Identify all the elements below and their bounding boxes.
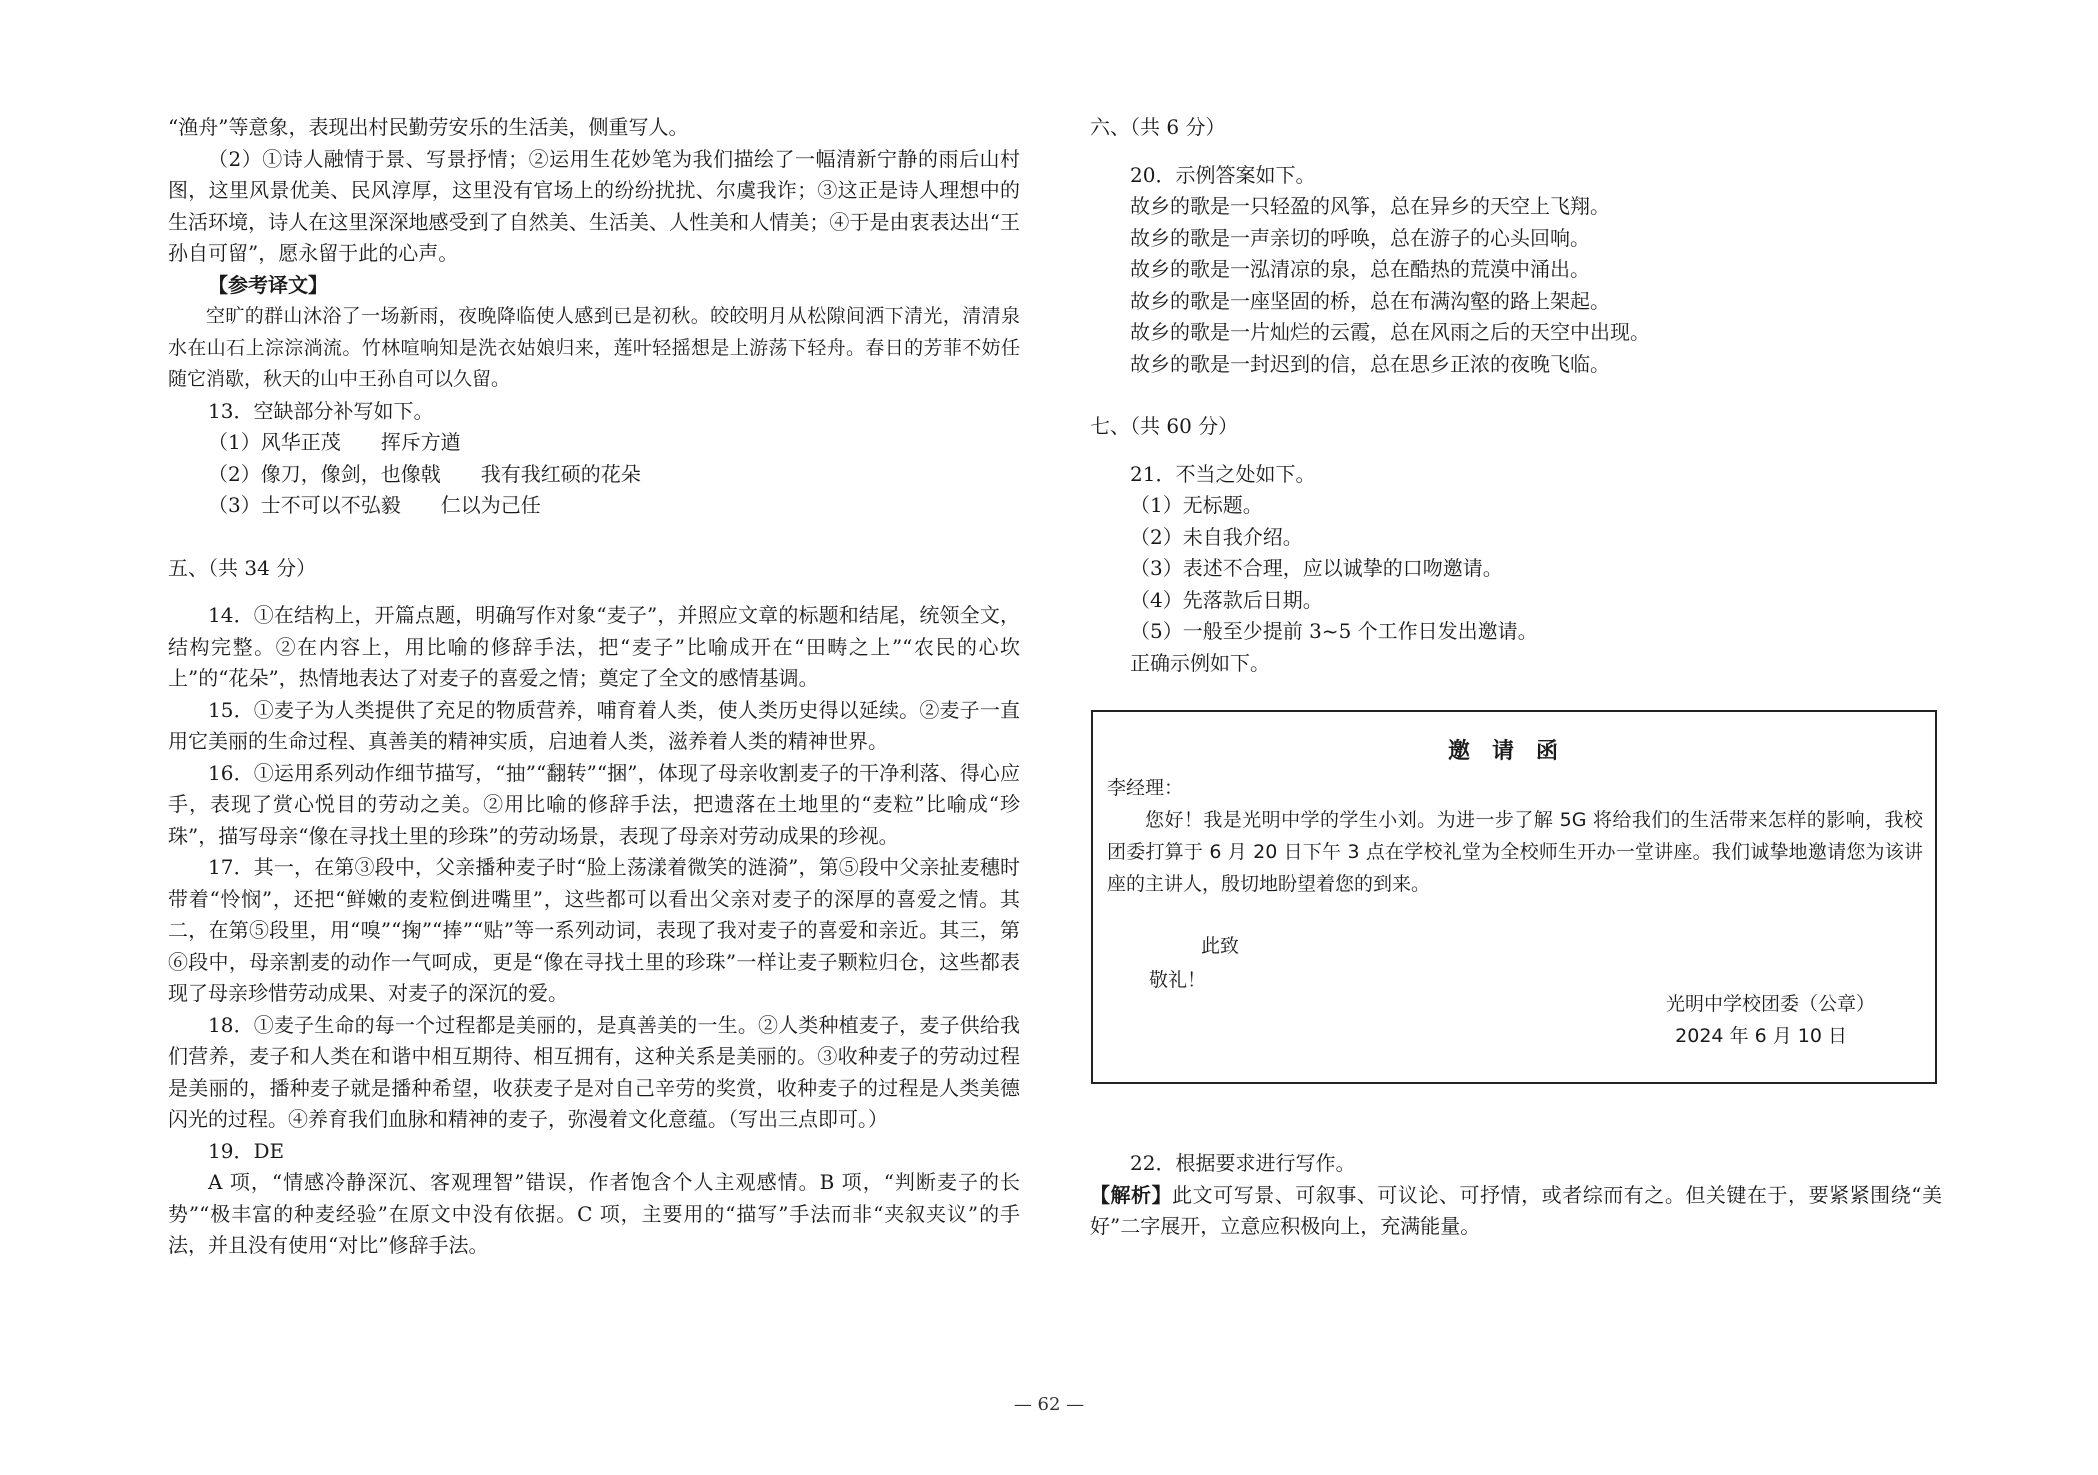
answer-20-line: 故乡的歌是一声亲切的呼唤，总在游子的心头回响。 xyxy=(1130,225,1590,250)
answer-17: 17．其一，在第③段中，父亲播种麦子时“脸上荡漾着微笑的涟漪”，第⑤段中父亲扯麦穗时带着“怜悯”，还把“鲜嫩的麦粒倒进嘴里”，这些都可以看出父亲对麦子的深厚的喜爱之情。其二，在第⑤段里，用“嗅”“掬”“捧”“贴”等一系列动词，表现了我对麦子的喜爱和亲近。其三，第⑥段中，母亲割麦的动作一气呵成，更是“像在寻找土里的珍珠”一样让麦子颗粒归仓，这些都表现了母亲珍惜劳动成果、对麦子的深沉的爱。 xyxy=(168,855,1020,1005)
answer-14: 14．①在结构上，开篇点题，明确写作对象“麦子”，并照应文章的标题和结尾，统领全文，结构完整。②在内容上，用比喻的修辞手法，把“麦子”比喻成开在“田畴之上”“农民的心坎上”的“花朵”，热情地表达了对麦子的喜爱之情；奠定了全文的感情基调。 xyxy=(168,603,1020,690)
answer-21-item: （1）无标题。 xyxy=(1130,493,1263,517)
answer-20-line: 故乡的歌是一片灿烂的云霞，总在风雨之后的天空中出现。 xyxy=(1130,320,1650,344)
page-number: — 62 — xyxy=(1013,1394,1085,1415)
letter-date: 2024 年 6 月 10 日 xyxy=(1675,1025,1847,1047)
letter-signature: 光明中学校团委（公章） xyxy=(1665,993,1875,1015)
answer-15: 15．①麦子为人类提供了充足的物质营养，哺育着人类，使人类历史得以延续。②麦子一直用它美丽的生命过程、真善美的精神实质，启迪着人类，滋养着人类的精神世界。 xyxy=(168,697,1020,753)
answer-20-line: 故乡的歌是一封迟到的信，总在思乡正浓的夜晚飞临。 xyxy=(1130,351,1610,376)
reference-translation-heading: 【参考译文】 xyxy=(208,272,328,297)
answer-19: 19．DE xyxy=(208,1138,285,1163)
analysis-label: 【解析】 xyxy=(1090,1182,1173,1207)
answer-13-item: （2）像刀，像剑，也像戟 我有我红硕的花朵 xyxy=(208,461,641,486)
letter-body: 您好！我是光明中学的学生小刘。为进一步了解 5G 将给我们的生活带来怎样的影响，我校团委打算于 6 月 20 日下午 3 点在学校礼堂为全校师生开办一堂讲座。我们诚挚地邀请您为该讲座的主讲人，殷切地盼望着您的到来。 xyxy=(1107,809,1923,895)
right-bottom-block xyxy=(1090,1148,1942,1243)
invitation-letter-box xyxy=(1091,710,1937,1084)
answer-21-item: （3）表述不合理，应以诚挚的口吻邀请。 xyxy=(1130,556,1503,580)
letter-salutation: 李经理： xyxy=(1107,777,1184,799)
answer-13: 13．空缺部分补写如下。 xyxy=(208,398,434,423)
answer-16: 16．①运用系列动作细节描写，“抽”“翻转”“捆”，体现了母亲收割麦子的干净利落、得心应手，表现了赏心悦目的劳动之美。②用比喻的修辞手法，把遗落在土地里的“麦粒”比喻成“珍珠”，描写母亲“像在寻找土里的珍珠”的劳动场景，表现了母亲对劳动成果的珍视。 xyxy=(168,760,1020,848)
answer-13-item: （3）士不可以不弘毅 仁以为己任 xyxy=(208,493,541,517)
letter-closing: 此致 xyxy=(1201,935,1240,957)
reference-translation: 空旷的群山沐浴了一场新雨，夜晚降临使人感到已是初秋。皎皎明月从松隙间洒下清光，清清泉水在山石上淙淙淌流。竹林喧响知是洗衣姑娘归来，莲叶轻摇想是上游荡下轻舟。春日的芳菲不妨任随它消歇，秋天的山中王孙自可以久留。 xyxy=(168,305,1020,390)
answer-21: 21．不当之处如下。 xyxy=(1130,461,1316,486)
answer-21-item: （4）先落款后日期。 xyxy=(1130,587,1323,612)
answer-21-item: （2）未自我介绍。 xyxy=(1130,524,1303,549)
answer-22: 22．根据要求进行写作。 xyxy=(1130,1151,1356,1175)
section-6-heading: 六、（共 6 分） xyxy=(1090,115,1226,139)
answer-21-item: （5）一般至少提前 3~5 个工作日发出邀请。 xyxy=(1130,619,1538,643)
letter-title: 邀请函 xyxy=(1447,739,1580,764)
section-7-heading: 七、（共 60 分） xyxy=(1090,414,1239,438)
answer-18: 18．①麦子生命的每一个过程都是美丽的，是真善美的一生。②人类种植麦子，麦子供给我们营养，麦子和人类在和谐中相互期待、相互拥有，这种关系是美丽的。③收种麦子的劳动过程是美丽的，播种麦子就是播种希望，收获麦子是对自己辛劳的奖赏，收种麦子的过程是人类美德闪光的过程。④养育我们血脉和精神的麦子，弥漫着文化意蕴。（写出三点即可。） xyxy=(168,1012,1020,1131)
answer-20-line: 故乡的歌是一座坚固的桥，总在布满沟壑的路上架起。 xyxy=(1130,288,1610,313)
analysis-text: 此文可写景、可叙事、可议论、可抒情，或者综而有之。但关键在于，要紧紧围绕“美好”二字展开，立意应积极向上，充满能量。 xyxy=(1090,1182,1942,1238)
answer-21-item: 正确示例如下。 xyxy=(1130,650,1270,675)
answer-13-item: （1）风华正茂 挥斥方遒 xyxy=(208,430,461,454)
analysis-paragraph xyxy=(1090,1180,1942,1243)
answer-12-part2: （2）①诗人融情于景、写景抒情；②运用生花妙笔为我们描绘了一幅清新宁静的雨后山村图，这里风景优美、民风淳厚，这里没有官场上的纷纷扰扰、尔虞我诈；③这正是诗人理想中的生活环境，诗人在这里深深地感受到了自然美、生活美、人性美和人情美；④于是由衷表达出“王孙自可留”，愿永留于此的心声。 xyxy=(168,146,1020,265)
left-column xyxy=(168,112,1020,1262)
paragraph-continuation: “渔舟”等意象，表现出村民勤劳安乐的生活美，侧重写人。 xyxy=(168,115,689,139)
letter-closing: 敬礼！ xyxy=(1149,969,1207,991)
right-column xyxy=(1090,112,1942,679)
section-5-heading: 五、（共 34 分） xyxy=(168,555,317,580)
answer-19-explanation: A 项，“情感冷静深沉、客观理智”错误，作者饱含个人主观感情。B 项，“判断麦子的长势”“极丰富的种麦经验”在原文中没有依据。C 项，主要用的“描写”手法而非“夹叙夹议”的手法，并且没有使用“对比”修辞手法。 xyxy=(168,1170,1020,1257)
answer-20-line: 故乡的歌是一只轻盈的风筝，总在异乡的天空上飞翔。 xyxy=(1130,194,1610,218)
answer-20-line: 故乡的歌是一泓清凉的泉，总在酷热的荒漠中涌出。 xyxy=(1130,257,1590,281)
answer-20: 20．示例答案如下。 xyxy=(1130,162,1316,187)
